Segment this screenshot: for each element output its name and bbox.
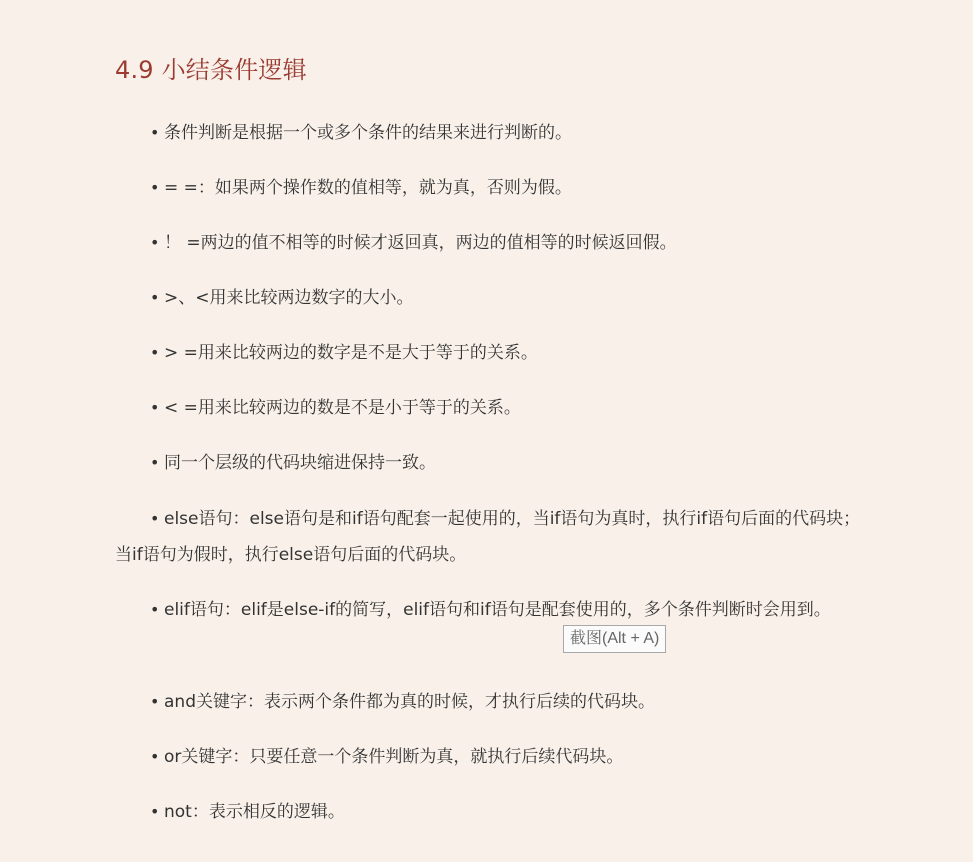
- bullet-icon: •: [150, 398, 160, 417]
- list-item-text: and关键字：表示两个条件都为真的时候，才执行后续的代码块。: [164, 692, 655, 712]
- list-item: [115, 335, 865, 371]
- bullet-icon: •: [150, 747, 160, 766]
- bullet-icon: •: [150, 123, 160, 142]
- list-item-text: 同一个层级的代码块缩进保持一致。: [164, 453, 436, 473]
- list-item-text: < =用来比较两边的数是不是小于等于的关系。: [164, 398, 521, 418]
- bullet-icon: •: [150, 600, 160, 619]
- list-item: [115, 501, 865, 573]
- list-item: [115, 592, 865, 628]
- bullet-icon: •: [150, 453, 160, 472]
- list-item: [115, 684, 865, 720]
- list-item-text: ！ =两边的值不相等的时候才返回真，两边的值相等的时候返回假。: [164, 233, 677, 253]
- list-item-text: else语句：else语句是和if语句配套一起使用的，当if语句为真时，执行if语句后面的代码块；当if语句为假时，执行else语句后面的代码块。: [115, 509, 861, 565]
- bullet-icon: •: [150, 509, 160, 528]
- list-item-text: 条件判断是根据一个或多个条件的结果来进行判断的。: [164, 123, 572, 143]
- bullet-icon: •: [150, 288, 160, 307]
- list-item: [115, 794, 865, 830]
- bullet-icon: •: [150, 802, 160, 821]
- list-item: [115, 739, 865, 775]
- list-item-text: not：表示相反的逻辑。: [164, 802, 345, 822]
- list-item-text: elif语句：elif是else-if的简写，elif语句和if语句是配套使用的，多个条件判断时会用到。: [164, 600, 831, 620]
- list-item: [115, 115, 865, 151]
- list-item: [115, 445, 865, 481]
- list-item-text: = =：如果两个操作数的值相等，就为真，否则为假。: [164, 178, 572, 198]
- list-item-text: or关键字：只要任意一个条件判断为真，就执行后续代码块。: [164, 747, 624, 767]
- list-item: [115, 390, 865, 426]
- list-item-text: >、<用来比较两边数字的大小。: [164, 288, 414, 308]
- bullet-icon: •: [150, 343, 160, 362]
- list-item: [115, 280, 865, 316]
- list-item-text: > =用来比较两边的数字是不是大于等于的关系。: [164, 343, 538, 363]
- list-item: [115, 225, 865, 261]
- bullet-icon: •: [150, 178, 160, 197]
- screenshot-shortcut-tooltip: 截图(Alt + A): [563, 625, 666, 653]
- section-title: 4.9 小结条件逻辑: [115, 56, 307, 84]
- list-item: [115, 170, 865, 206]
- bullet-icon: •: [150, 692, 160, 711]
- bullet-icon: •: [150, 233, 160, 252]
